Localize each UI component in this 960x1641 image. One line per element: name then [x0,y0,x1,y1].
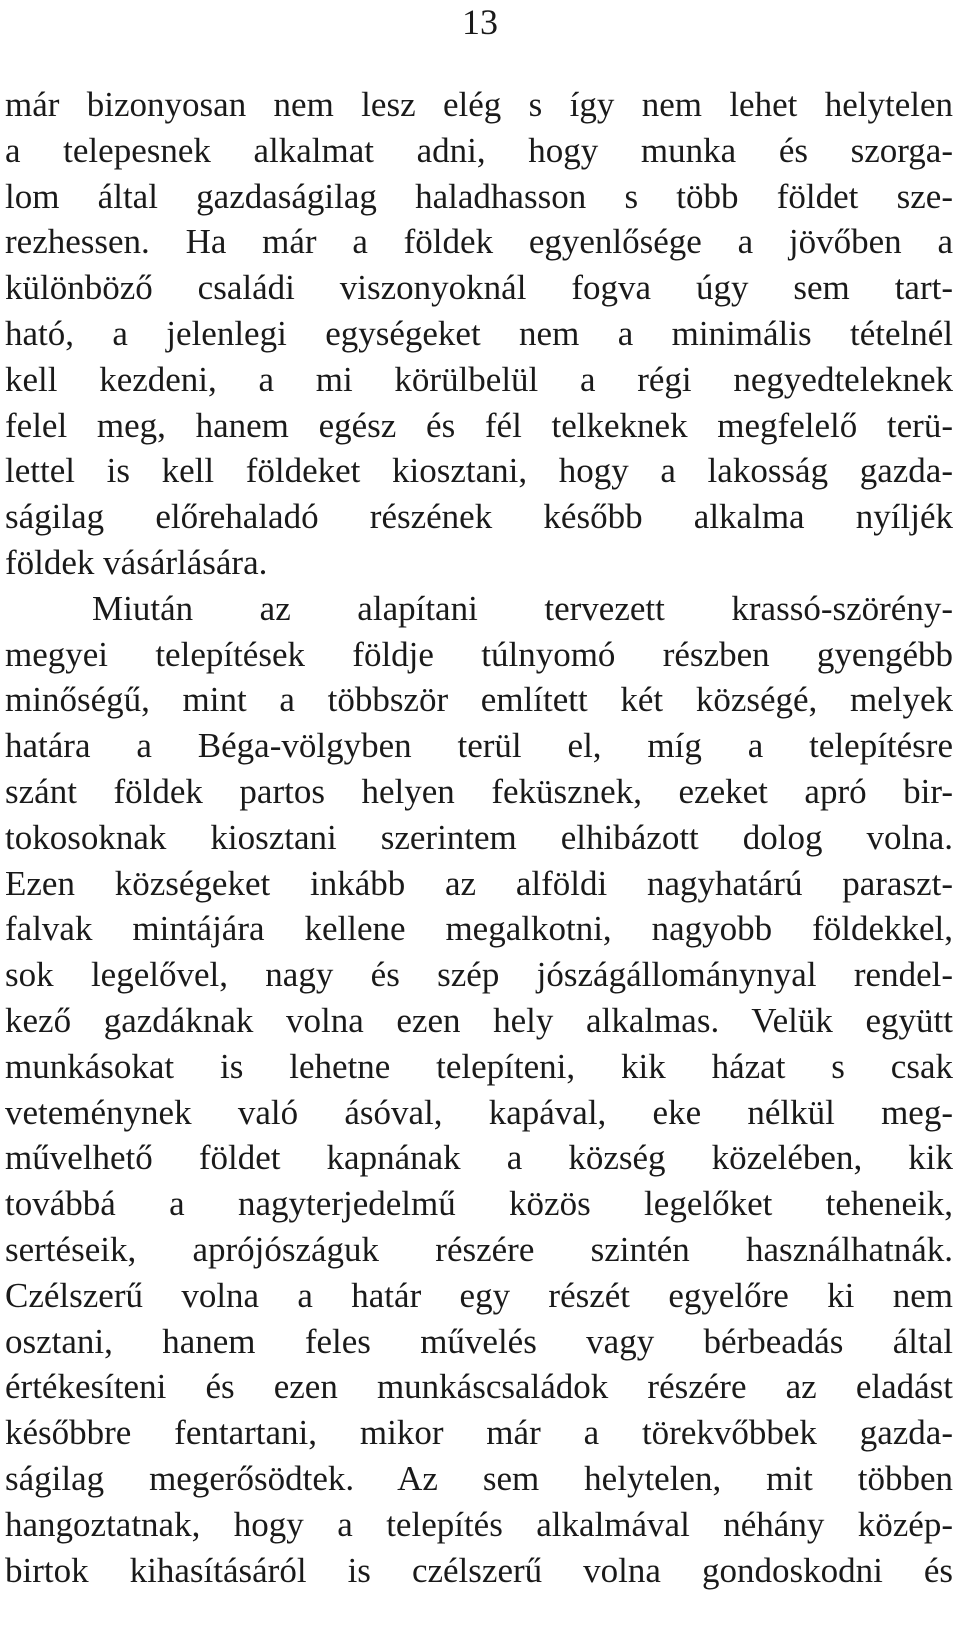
text-line: veteménynek való ásóval, kapával, eke nélkül meg- [5,1092,953,1132]
text-line: hangoztatnak, hogy a telepítés alkalmával néhány közép- [5,1504,953,1544]
text-line: Miután az alapítani tervezett krassó-szörény- [92,588,953,628]
text-line: Ezen községeket inkább az alföldi nagyhatárú paraszt- [5,863,953,903]
text-line: művelhető földet kapnának a község közelében, kik [5,1138,953,1178]
text-line: Czélszerű volna a határ egy részét egyelőre ki nem [5,1275,953,1315]
text-line: ható, a jelenlegi egységeket nem a minimális tételnél [5,313,953,353]
text-line: értékesíteni és ezen munkáscsaládok részére az eladást [5,1367,953,1407]
text-line: szánt földek partos helyen feküsznek, ezeket apró bir- [5,771,953,811]
text-line: lettel is kell földeket kiosztani, hogy a lakosság gazda- [5,451,953,491]
text-line: továbbá a nagyterjedelmű közös legelőket teheneik, [5,1184,953,1224]
text-line: a telepesnek alkalmat adni, hogy munka és szorga- [5,130,953,170]
text-line: különböző családi viszonyoknál fogva úgy sem tart- [5,268,953,308]
text-line: minőségű, mint a többször említett két községé, melyek [5,680,953,720]
text-line: falvak mintájára kellene megalkotni, nagyobb földekkel, [5,909,953,949]
text-line: határa a Béga-völgyben terül el, míg a telepítésre [5,726,953,766]
text-line: sertéseik, aprójószáguk részére szintén használhatnák. [5,1229,953,1269]
text-line: kező gazdáknak volna ezen hely alkalmas. Velük együtt [5,1000,953,1040]
text-line: lom által gazdaságilag haladhasson s több földet sze- [5,176,953,216]
text-line: felel meg, hanem egész és fél telkeknek megfelelő terü- [5,405,953,445]
text-line: sok legelővel, nagy és szép jószágállománynyal rendel- [5,955,953,995]
text-line: földek vásárlására. [5,542,268,582]
text-line: ságilag megerősödtek. Az sem helytelen, mit többen [5,1458,953,1498]
page-number: 13 [462,2,498,42]
text-line: rezhessen. Ha már a földek egyenlősége a jövőben a [5,222,953,262]
text-line: tokosoknak kiosztani szerintem elhibázott dolog volna. [5,817,953,857]
text-line: osztani, hanem feles művelés vagy bérbeadás által [5,1321,953,1361]
text-line: munkásokat is lehetne telepíteni, kik házat s csak [5,1046,953,1086]
text-line: megyei telepítések földje túlnyomó részben gyengébb [5,634,953,674]
text-line: már bizonyosan nem lesz elég s így nem lehet helytelen [5,85,953,124]
text-line: későbbre fentartani, mikor már a törekvőbbek gazda- [5,1413,953,1453]
text-line: ságilag előrehaladó részének később alkalma nyíljék [5,497,953,537]
text-line: birtok kihasításáról is czélszerű volna gondoskodni és [5,1550,953,1590]
body-text [5,82,953,1593]
text-line: kell kezdeni, a mi körülbelül a régi negyedteleknek [5,359,953,399]
